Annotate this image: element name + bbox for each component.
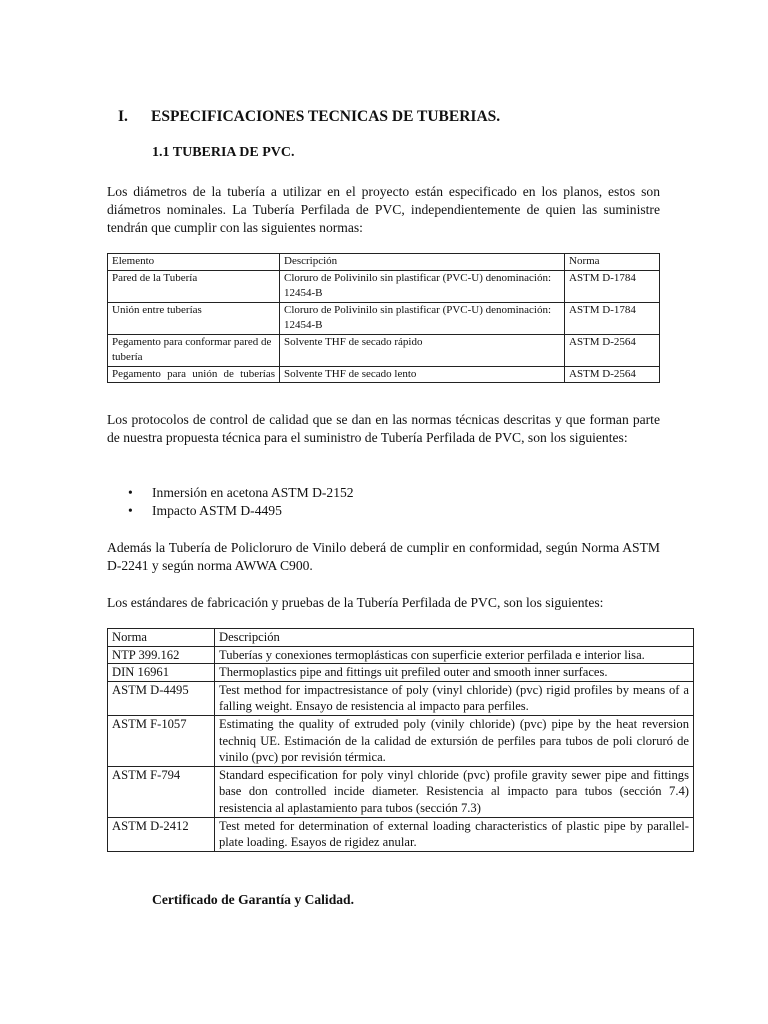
table-header-cell: Norma bbox=[565, 254, 660, 271]
table-cell: Solvente THF de secado lento bbox=[280, 366, 565, 383]
requirements-table bbox=[107, 253, 660, 383]
table-cell: Estimating the quality of extruded poly (vinily chloride) (pvc) pipe by the heat reversion techniq UE. Estimación de la calidad de extursión de perfiles para tubos de poli cloruró de vinilo (pvc) por revisión térmica. bbox=[215, 715, 694, 766]
bullet-icon: • bbox=[128, 503, 133, 519]
table-cell: ASTM D-4495 bbox=[108, 681, 215, 715]
table-row bbox=[108, 817, 694, 851]
table-row bbox=[108, 715, 694, 766]
table-row bbox=[108, 681, 694, 715]
compliance-paragraph: Además la Tubería de Policloruro de Vinilo deberá de cumplir en conformidad, según Norma ASTM D-2241 y según norma AWWA C900. bbox=[107, 540, 660, 574]
table-cell: Test method for impactresistance of poly (vinyl chloride) (pvc) rigid profiles by means of a falling weight. Ensayo de resistencia al impacto para perfiles. bbox=[215, 681, 694, 715]
list-item bbox=[128, 502, 354, 520]
table-cell: Thermoplastics pipe and fittings uit prefiled outer and smooth inner surfaces. bbox=[215, 664, 694, 682]
section-number: I. bbox=[118, 108, 128, 125]
table-cell: Tuberías y conexiones termoplásticas con superficie exterior perfilada e interior lisa. bbox=[215, 646, 694, 664]
table-cell: Pegamento para conformar pared de tubería bbox=[108, 334, 280, 366]
table-row bbox=[108, 302, 660, 334]
table-cell: Pegamento para unión de tuberías bbox=[108, 366, 280, 383]
table-cell: Unión entre tuberías bbox=[108, 302, 280, 334]
table-cell: ASTM D-2564 bbox=[565, 334, 660, 366]
list-item-text: Impacto ASTM D-4495 bbox=[152, 503, 282, 519]
section-heading bbox=[118, 108, 500, 126]
list-item bbox=[128, 484, 354, 502]
table-header-cell: Elemento bbox=[108, 254, 280, 271]
table-cell: DIN 16961 bbox=[108, 664, 215, 682]
table-header-cell: Descripción bbox=[215, 629, 694, 647]
table-row bbox=[108, 646, 694, 664]
table-cell: Solvente THF de secado rápido bbox=[280, 334, 565, 366]
bullet-icon: • bbox=[128, 485, 133, 500]
table-cell: ASTM D-2564 bbox=[565, 366, 660, 383]
quality-tests-list bbox=[128, 484, 354, 520]
table-header-row bbox=[108, 629, 694, 647]
table-cell: ASTM D-2412 bbox=[108, 817, 215, 851]
quality-intro-paragraph: Los protocolos de control de calidad que se dan en las normas técnicas descritas y que forman parte de nuestra propuesta técnica para el suministro de Tubería Perfilada de PVC, son los siguientes: bbox=[107, 412, 660, 446]
section-title: ESPECIFICACIONES TECNICAS DE TUBERIAS. bbox=[151, 108, 501, 125]
table-header-row bbox=[108, 254, 660, 271]
table-row bbox=[108, 664, 694, 682]
standards-intro-paragraph: Los estándares de fabricación y pruebas de la Tubería Perfilada de PVC, son los siguientes: bbox=[107, 595, 604, 610]
table-row bbox=[108, 270, 660, 302]
table-header-cell: Descripción bbox=[280, 254, 565, 271]
table-cell: Cloruro de Polivinilo sin plastificar (PVC-U) denominación: 12454-B bbox=[280, 302, 565, 334]
table-cell: ASTM D-1784 bbox=[565, 270, 660, 302]
table-cell: ASTM F-794 bbox=[108, 766, 215, 817]
certificate-heading: Certificado de Garantía y Calidad. bbox=[152, 892, 355, 907]
table-row bbox=[108, 366, 660, 383]
table-header-cell: Norma bbox=[108, 629, 215, 647]
table-cell: Test meted for determination of external loading characteristics of plastic pipe by parallel-plate loading. Esayos de rigidez anular. bbox=[215, 817, 694, 851]
table-cell: NTP 399.162 bbox=[108, 646, 215, 664]
table-cell: ASTM F-1057 bbox=[108, 715, 215, 766]
table-row bbox=[108, 334, 660, 366]
standards-table bbox=[107, 628, 694, 852]
subsection-heading: 1.1 TUBERIA DE PVC. bbox=[152, 145, 295, 160]
table-row bbox=[108, 766, 694, 817]
table-cell: Pared de la Tubería bbox=[108, 270, 280, 302]
table-cell: ASTM D-1784 bbox=[565, 302, 660, 334]
table-cell: Standard especification for poly vinyl chloride (pvc) profile gravity sewer pipe and fittings base don controlled incide diameter. Resistencia al impacto para tubos (sección 7.4) resistencia al aplastamiento para tubos (sección 7.3) bbox=[215, 766, 694, 817]
intro-paragraph: Los diámetros de la tubería a utilizar en el proyecto están especificado en los planos, estos son diámetros nominales. La Tubería Perfilada de PVC, independientemente de quien las suministre tendrán que cumplir con las siguientes normas: bbox=[107, 184, 660, 236]
list-item-text: Inmersión en acetona ASTM D-2152 bbox=[152, 485, 354, 500]
table-cell: Cloruro de Polivinilo sin plastificar (PVC-U) denominación: 12454-B bbox=[280, 270, 565, 302]
